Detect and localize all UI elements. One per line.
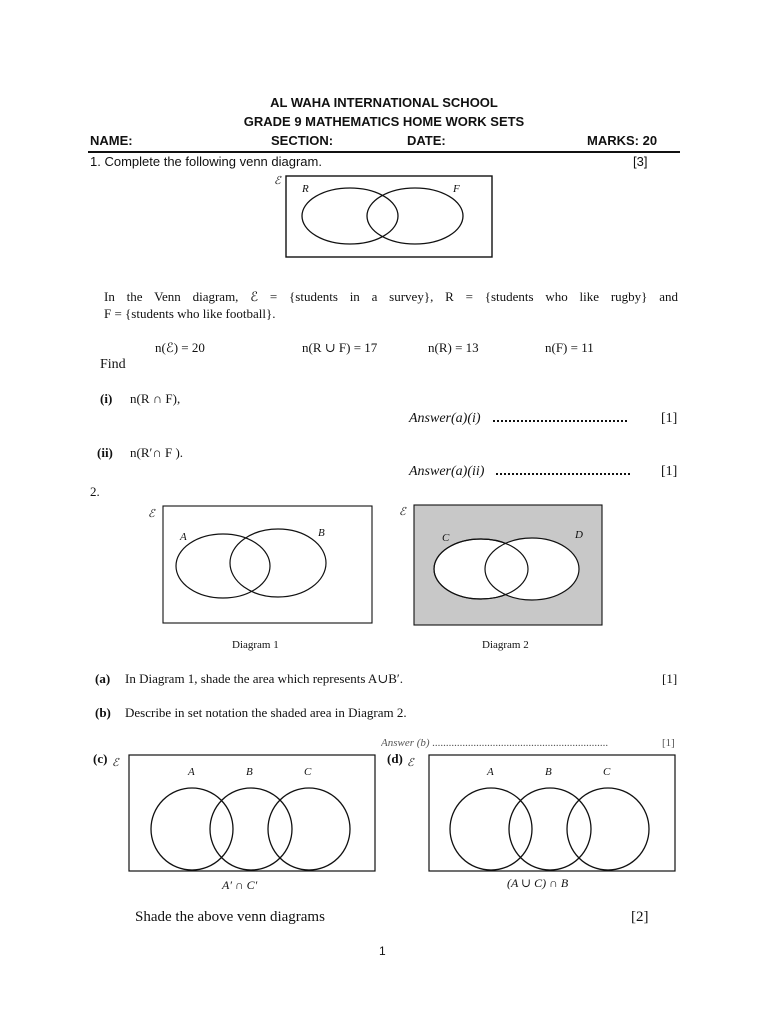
diagram-1-set-b-label: B xyxy=(318,527,325,539)
set-f-circle xyxy=(367,188,463,244)
part-i-question: n(R ∩ F), xyxy=(130,391,181,406)
section-label: SECTION: xyxy=(271,133,334,148)
diagram-1-venn[interactable] xyxy=(145,505,375,655)
answer-ii-line[interactable] xyxy=(409,464,630,480)
part-a-label: (a) xyxy=(95,671,111,686)
part-ii-label: (ii) xyxy=(97,445,113,460)
fact-r-count: n(R) = 13 xyxy=(428,340,479,355)
universal-set-box xyxy=(286,176,492,257)
fact-universal-count: n(ℰ) = 20 xyxy=(155,340,205,355)
answer-i-label: Answer(a)(i) xyxy=(409,411,481,426)
fact-f-count: n(F) = 11 xyxy=(545,340,594,355)
answer-i-line[interactable] xyxy=(409,411,627,427)
part-c-venn[interactable] xyxy=(110,753,380,875)
diagram-1-universal-symbol: ℰ xyxy=(148,508,155,520)
part-b-question: Describe in set notation the shaded area in Diagram 2. xyxy=(125,705,407,720)
school-name: AL WAHA INTERNATIONAL SCHOOL xyxy=(270,95,498,110)
part-c-universal-symbol: ℰ xyxy=(112,757,119,769)
diagram-1-set-a-label: A xyxy=(180,531,187,543)
name-label: NAME: xyxy=(90,133,133,148)
part-d-universal-symbol: ℰ xyxy=(407,757,414,769)
part-c-set-b-label: B xyxy=(246,766,253,778)
part-d-set-a-label: A xyxy=(487,766,494,778)
diagram-1-caption: Diagram 1 xyxy=(232,639,279,651)
part-d-box xyxy=(429,755,675,871)
answer-b-line[interactable]: Answer (b) ................................................................ xyxy=(381,737,609,749)
part-c-label: (c) xyxy=(93,751,108,766)
q1-venn-diagram[interactable] xyxy=(270,172,510,262)
part-d-set-a-circle xyxy=(450,788,532,870)
fact-union-count: n(R ∪ F) = 17 xyxy=(302,340,378,355)
worksheet-subtitle: GRADE 9 MATHEMATICS HOME WORK SETS xyxy=(243,114,525,129)
answer-i-field[interactable] xyxy=(493,412,627,422)
part-d-venn[interactable] xyxy=(405,753,677,875)
diagram-2-venn xyxy=(396,503,606,628)
part-a-question: In Diagram 1, shade the area which represents A∪B′. xyxy=(125,671,403,686)
set-r-label: R xyxy=(302,183,309,195)
set-r-circle xyxy=(302,188,398,244)
q2-number: 2. xyxy=(90,484,100,499)
answer-ii-marks: [1] xyxy=(661,464,678,479)
answer-ii-field[interactable] xyxy=(496,465,630,475)
diagram-2-caption: Diagram 2 xyxy=(482,639,529,651)
q1-marks: [3] xyxy=(633,154,648,169)
diagram-2-universal-symbol: ℰ xyxy=(399,506,406,518)
set-f-label: F xyxy=(453,183,460,195)
part-c-caption: A′ ∩ C′ xyxy=(222,878,258,892)
part-d-caption: (A ∪ C) ∩ B xyxy=(507,876,569,890)
part-ii-question: n(R′∩ F ). xyxy=(130,445,184,460)
q1-description-line2: F = {students who like football}. xyxy=(104,306,276,321)
part-d-set-c-circle xyxy=(567,788,649,870)
diagram-2-set-c-label: C xyxy=(442,532,450,544)
part-d-label: (d) xyxy=(387,751,403,766)
answer-i-marks: [1] xyxy=(661,411,678,426)
part-c-set-a-label: A xyxy=(188,766,195,778)
part-i-label: (i) xyxy=(100,391,113,406)
answer-b-marks: [1] xyxy=(662,737,675,749)
part-c-set-c-circle xyxy=(268,788,350,870)
part-b-label: (b) xyxy=(95,705,111,720)
answer-ii-label: Answer(a)(ii) xyxy=(409,464,485,479)
part-c-set-a-circle xyxy=(151,788,233,870)
shade-instruction: Shade the above venn diagrams xyxy=(135,909,325,925)
part-d-set-b-label: B xyxy=(545,766,552,778)
q1-title: 1. Complete the following venn diagram. xyxy=(90,154,322,169)
part-a-marks: [1] xyxy=(662,671,678,686)
q1-description-line1: In the Venn diagram, ℰ = {students in a survey}, R = {students who like rugby} and xyxy=(104,289,678,304)
part-c-set-c-label: C xyxy=(304,766,312,778)
header-rule xyxy=(88,151,680,153)
find-label: Find xyxy=(100,357,126,372)
shade-marks: [2] xyxy=(631,909,649,925)
date-label: DATE: xyxy=(407,133,446,148)
diagram-2-set-d-label: D xyxy=(575,529,583,541)
universal-set-symbol: ℰ xyxy=(274,175,281,187)
diagram-1-box xyxy=(163,506,372,623)
page-number: 1 xyxy=(379,944,386,958)
part-d-set-c-label: C xyxy=(603,766,611,778)
diagram-2-set-d-circle xyxy=(485,538,579,600)
marks-label: MARKS: 20 xyxy=(587,133,658,148)
